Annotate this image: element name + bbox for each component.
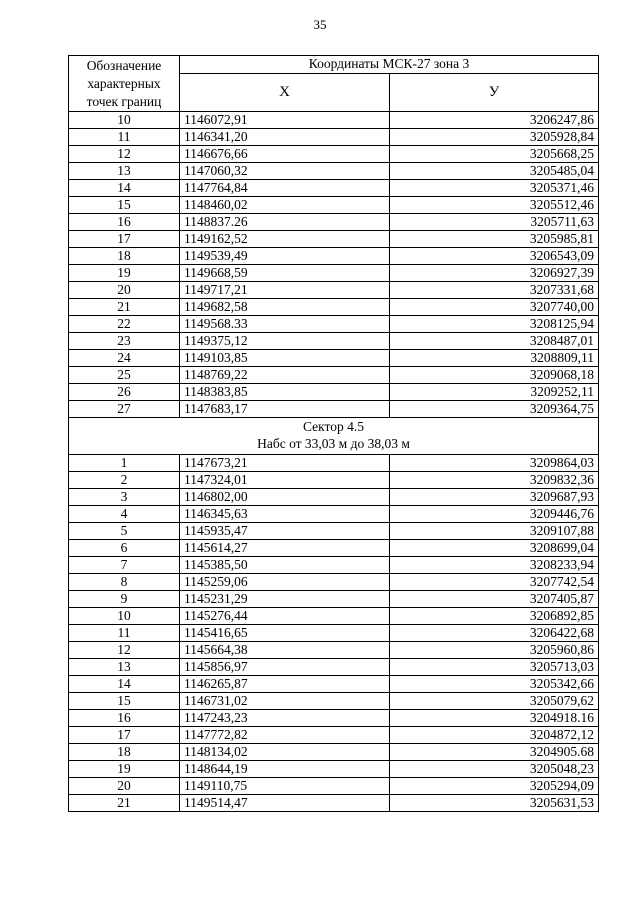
table-row xyxy=(69,540,599,557)
y-coordinate-cell: 3208809,11 xyxy=(390,350,599,367)
x-coordinate-cell: 1149514,47 xyxy=(180,795,390,812)
table-row xyxy=(69,523,599,540)
point-number-cell: 16 xyxy=(69,214,180,231)
x-coordinate-cell: 1145416,65 xyxy=(180,625,390,642)
table-row xyxy=(69,265,599,282)
point-number-cell: 13 xyxy=(69,659,180,676)
x-coordinate-cell: 1147243,23 xyxy=(180,710,390,727)
table-row xyxy=(69,197,599,214)
point-number-cell: 19 xyxy=(69,265,180,282)
point-number-cell: 18 xyxy=(69,248,180,265)
point-number-cell: 21 xyxy=(69,299,180,316)
point-number-cell: 24 xyxy=(69,350,180,367)
y-coordinate-cell: 3209832,36 xyxy=(390,472,599,489)
x-coordinate-cell: 1146802,00 xyxy=(180,489,390,506)
x-coordinate-cell: 1149103,85 xyxy=(180,350,390,367)
point-number-cell: 14 xyxy=(69,676,180,693)
y-coordinate-cell: 3206422,68 xyxy=(390,625,599,642)
y-coordinate-cell: 3205960,86 xyxy=(390,642,599,659)
table-row xyxy=(69,625,599,642)
table-row xyxy=(69,282,599,299)
y-coordinate-cell: 3204872,12 xyxy=(390,727,599,744)
table-row xyxy=(69,506,599,523)
x-coordinate-cell: 1147764,84 xyxy=(180,180,390,197)
table-row xyxy=(69,350,599,367)
table-row xyxy=(69,299,599,316)
point-number-cell: 15 xyxy=(69,197,180,214)
point-number-cell: 14 xyxy=(69,180,180,197)
y-coordinate-cell: 3205485,04 xyxy=(390,163,599,180)
table-row xyxy=(69,676,599,693)
table-row xyxy=(69,163,599,180)
point-number-cell: 8 xyxy=(69,574,180,591)
x-coordinate-cell: 1148769,22 xyxy=(180,367,390,384)
section-title: Сектор 4.5 xyxy=(303,419,365,434)
y-coordinate-cell: 3206892,85 xyxy=(390,608,599,625)
x-coordinate-cell: 1145614,27 xyxy=(180,540,390,557)
point-number-cell: 27 xyxy=(69,401,180,418)
section-header-row xyxy=(69,418,599,455)
y-coordinate-cell: 3208699,04 xyxy=(390,540,599,557)
point-number-cell: 20 xyxy=(69,778,180,795)
point-number-cell: 12 xyxy=(69,642,180,659)
x-coordinate-cell: 1148383,85 xyxy=(180,384,390,401)
point-number-cell: 22 xyxy=(69,316,180,333)
table-row xyxy=(69,367,599,384)
table-row xyxy=(69,455,599,472)
x-coordinate-cell: 1146731,02 xyxy=(180,693,390,710)
y-coordinate-cell: 3208233,94 xyxy=(390,557,599,574)
point-number-cell: 3 xyxy=(69,489,180,506)
y-coordinate-cell: 3207740,00 xyxy=(390,299,599,316)
table-row xyxy=(69,761,599,778)
table-row xyxy=(69,129,599,146)
x-coordinate-cell: 1149568.33 xyxy=(180,316,390,333)
y-coordinate-cell: 3209687,93 xyxy=(390,489,599,506)
table-row xyxy=(69,608,599,625)
x-coordinate-cell: 1145385,50 xyxy=(180,557,390,574)
x-coordinate-cell: 1145935,47 xyxy=(180,523,390,540)
point-number-cell: 2 xyxy=(69,472,180,489)
y-coordinate-cell: 3205079,62 xyxy=(390,693,599,710)
x-coordinate-cell: 1147060,32 xyxy=(180,163,390,180)
page-number: 35 xyxy=(313,17,327,32)
table-row xyxy=(69,693,599,710)
table-row xyxy=(69,642,599,659)
y-coordinate-cell: 3209107,88 xyxy=(390,523,599,540)
table-row xyxy=(69,316,599,333)
table-row xyxy=(69,727,599,744)
point-number-cell: 11 xyxy=(69,625,180,642)
x-coordinate-cell: 1145276,44 xyxy=(180,608,390,625)
x-coordinate-cell: 1148460,02 xyxy=(180,197,390,214)
table-row xyxy=(69,795,599,812)
point-number-cell: 10 xyxy=(69,112,180,129)
table-row xyxy=(69,333,599,350)
table-row xyxy=(69,231,599,248)
x-coordinate-cell: 1149682,58 xyxy=(180,299,390,316)
point-number-cell: 4 xyxy=(69,506,180,523)
point-number-cell: 13 xyxy=(69,163,180,180)
y-coordinate-cell: 3207405,87 xyxy=(390,591,599,608)
y-coordinate-cell: 3209364,75 xyxy=(390,401,599,418)
table-row xyxy=(69,384,599,401)
y-coordinate-cell: 3209252,11 xyxy=(390,384,599,401)
y-coordinate-cell: 3206247,86 xyxy=(390,112,599,129)
x-coordinate-cell: 1145664,38 xyxy=(180,642,390,659)
y-coordinate-cell: 3206927,39 xyxy=(390,265,599,282)
table-row xyxy=(69,472,599,489)
point-number-cell: 21 xyxy=(69,795,180,812)
point-number-cell: 17 xyxy=(69,727,180,744)
x-coordinate-cell: 1149162,52 xyxy=(180,231,390,248)
table-row xyxy=(69,489,599,506)
column-header-point-label: Обозначение характерных точек границ xyxy=(69,56,180,112)
coordinates-table xyxy=(68,55,599,812)
y-coordinate-cell: 3205294,09 xyxy=(390,778,599,795)
section-subtitle: Набс от 33,03 м до 38,03 м xyxy=(257,436,410,451)
y-coordinate-cell: 3205668,25 xyxy=(390,146,599,163)
table-body-part2 xyxy=(69,455,599,812)
table-row xyxy=(69,146,599,163)
y-coordinate-cell: 3205713,03 xyxy=(390,659,599,676)
x-coordinate-cell: 1145259,06 xyxy=(180,574,390,591)
x-coordinate-cell: 1145231,29 xyxy=(180,591,390,608)
y-coordinate-cell: 3207331,68 xyxy=(390,282,599,299)
point-number-cell: 5 xyxy=(69,523,180,540)
table-row xyxy=(69,744,599,761)
point-number-cell: 19 xyxy=(69,761,180,778)
point-number-cell: 10 xyxy=(69,608,180,625)
point-number-cell: 11 xyxy=(69,129,180,146)
table-row xyxy=(69,659,599,676)
x-coordinate-cell: 1146265,87 xyxy=(180,676,390,693)
y-coordinate-cell: 3204918.16 xyxy=(390,710,599,727)
point-number-cell: 15 xyxy=(69,693,180,710)
x-coordinate-cell: 1149668,59 xyxy=(180,265,390,282)
table-row xyxy=(69,574,599,591)
y-coordinate-cell: 3208487,01 xyxy=(390,333,599,350)
y-coordinate-cell: 3205711,63 xyxy=(390,214,599,231)
point-number-cell: 23 xyxy=(69,333,180,350)
x-coordinate-cell: 1147772,82 xyxy=(180,727,390,744)
column-header-x: Х xyxy=(180,73,390,111)
y-coordinate-cell: 3206543,09 xyxy=(390,248,599,265)
x-coordinate-cell: 1149110,75 xyxy=(180,778,390,795)
section-header-group xyxy=(69,418,599,455)
table-body-part1 xyxy=(69,112,599,418)
column-header-coordinates: Координаты МСК-27 зона 3 xyxy=(180,56,599,74)
y-coordinate-cell: 3205631,53 xyxy=(390,795,599,812)
y-coordinate-cell: 3209864,03 xyxy=(390,455,599,472)
point-number-cell: 17 xyxy=(69,231,180,248)
y-coordinate-cell: 3205512,46 xyxy=(390,197,599,214)
y-coordinate-cell: 3207742,54 xyxy=(390,574,599,591)
x-coordinate-cell: 1147324,01 xyxy=(180,472,390,489)
table-row xyxy=(69,557,599,574)
table-row xyxy=(69,401,599,418)
y-coordinate-cell: 3205371,46 xyxy=(390,180,599,197)
point-number-cell: 26 xyxy=(69,384,180,401)
point-number-cell: 20 xyxy=(69,282,180,299)
table-row xyxy=(69,710,599,727)
y-coordinate-cell: 3205048,23 xyxy=(390,761,599,778)
y-coordinate-cell: 3209068,18 xyxy=(390,367,599,384)
point-number-cell: 9 xyxy=(69,591,180,608)
point-number-cell: 12 xyxy=(69,146,180,163)
x-coordinate-cell: 1147673,21 xyxy=(180,455,390,472)
y-coordinate-cell: 3205342,66 xyxy=(390,676,599,693)
table-row xyxy=(69,214,599,231)
column-header-y: У xyxy=(390,73,599,111)
x-coordinate-cell: 1146345,63 xyxy=(180,506,390,523)
x-coordinate-cell: 1147683,17 xyxy=(180,401,390,418)
y-coordinate-cell: 3205985,81 xyxy=(390,231,599,248)
y-coordinate-cell: 3208125,94 xyxy=(390,316,599,333)
point-number-cell: 7 xyxy=(69,557,180,574)
point-number-cell: 1 xyxy=(69,455,180,472)
point-number-cell: 18 xyxy=(69,744,180,761)
x-coordinate-cell: 1146341,20 xyxy=(180,129,390,146)
x-coordinate-cell: 1146676,66 xyxy=(180,146,390,163)
x-coordinate-cell: 1145856,97 xyxy=(180,659,390,676)
x-coordinate-cell: 1149539,49 xyxy=(180,248,390,265)
x-coordinate-cell: 1149717,21 xyxy=(180,282,390,299)
section-header xyxy=(69,418,599,455)
y-coordinate-cell: 3205928,84 xyxy=(390,129,599,146)
x-coordinate-cell: 1148134,02 xyxy=(180,744,390,761)
table-row xyxy=(69,112,599,129)
point-number-cell: 16 xyxy=(69,710,180,727)
x-coordinate-cell: 1148644,19 xyxy=(180,761,390,778)
table-row xyxy=(69,180,599,197)
y-coordinate-cell: 3209446,76 xyxy=(390,506,599,523)
table-row xyxy=(69,778,599,795)
x-coordinate-cell: 1146072,91 xyxy=(180,112,390,129)
table-row xyxy=(69,248,599,265)
y-coordinate-cell: 3204905.68 xyxy=(390,744,599,761)
x-coordinate-cell: 1148837.26 xyxy=(180,214,390,231)
point-number-cell: 25 xyxy=(69,367,180,384)
table-row xyxy=(69,591,599,608)
point-number-cell: 6 xyxy=(69,540,180,557)
x-coordinate-cell: 1149375,12 xyxy=(180,333,390,350)
